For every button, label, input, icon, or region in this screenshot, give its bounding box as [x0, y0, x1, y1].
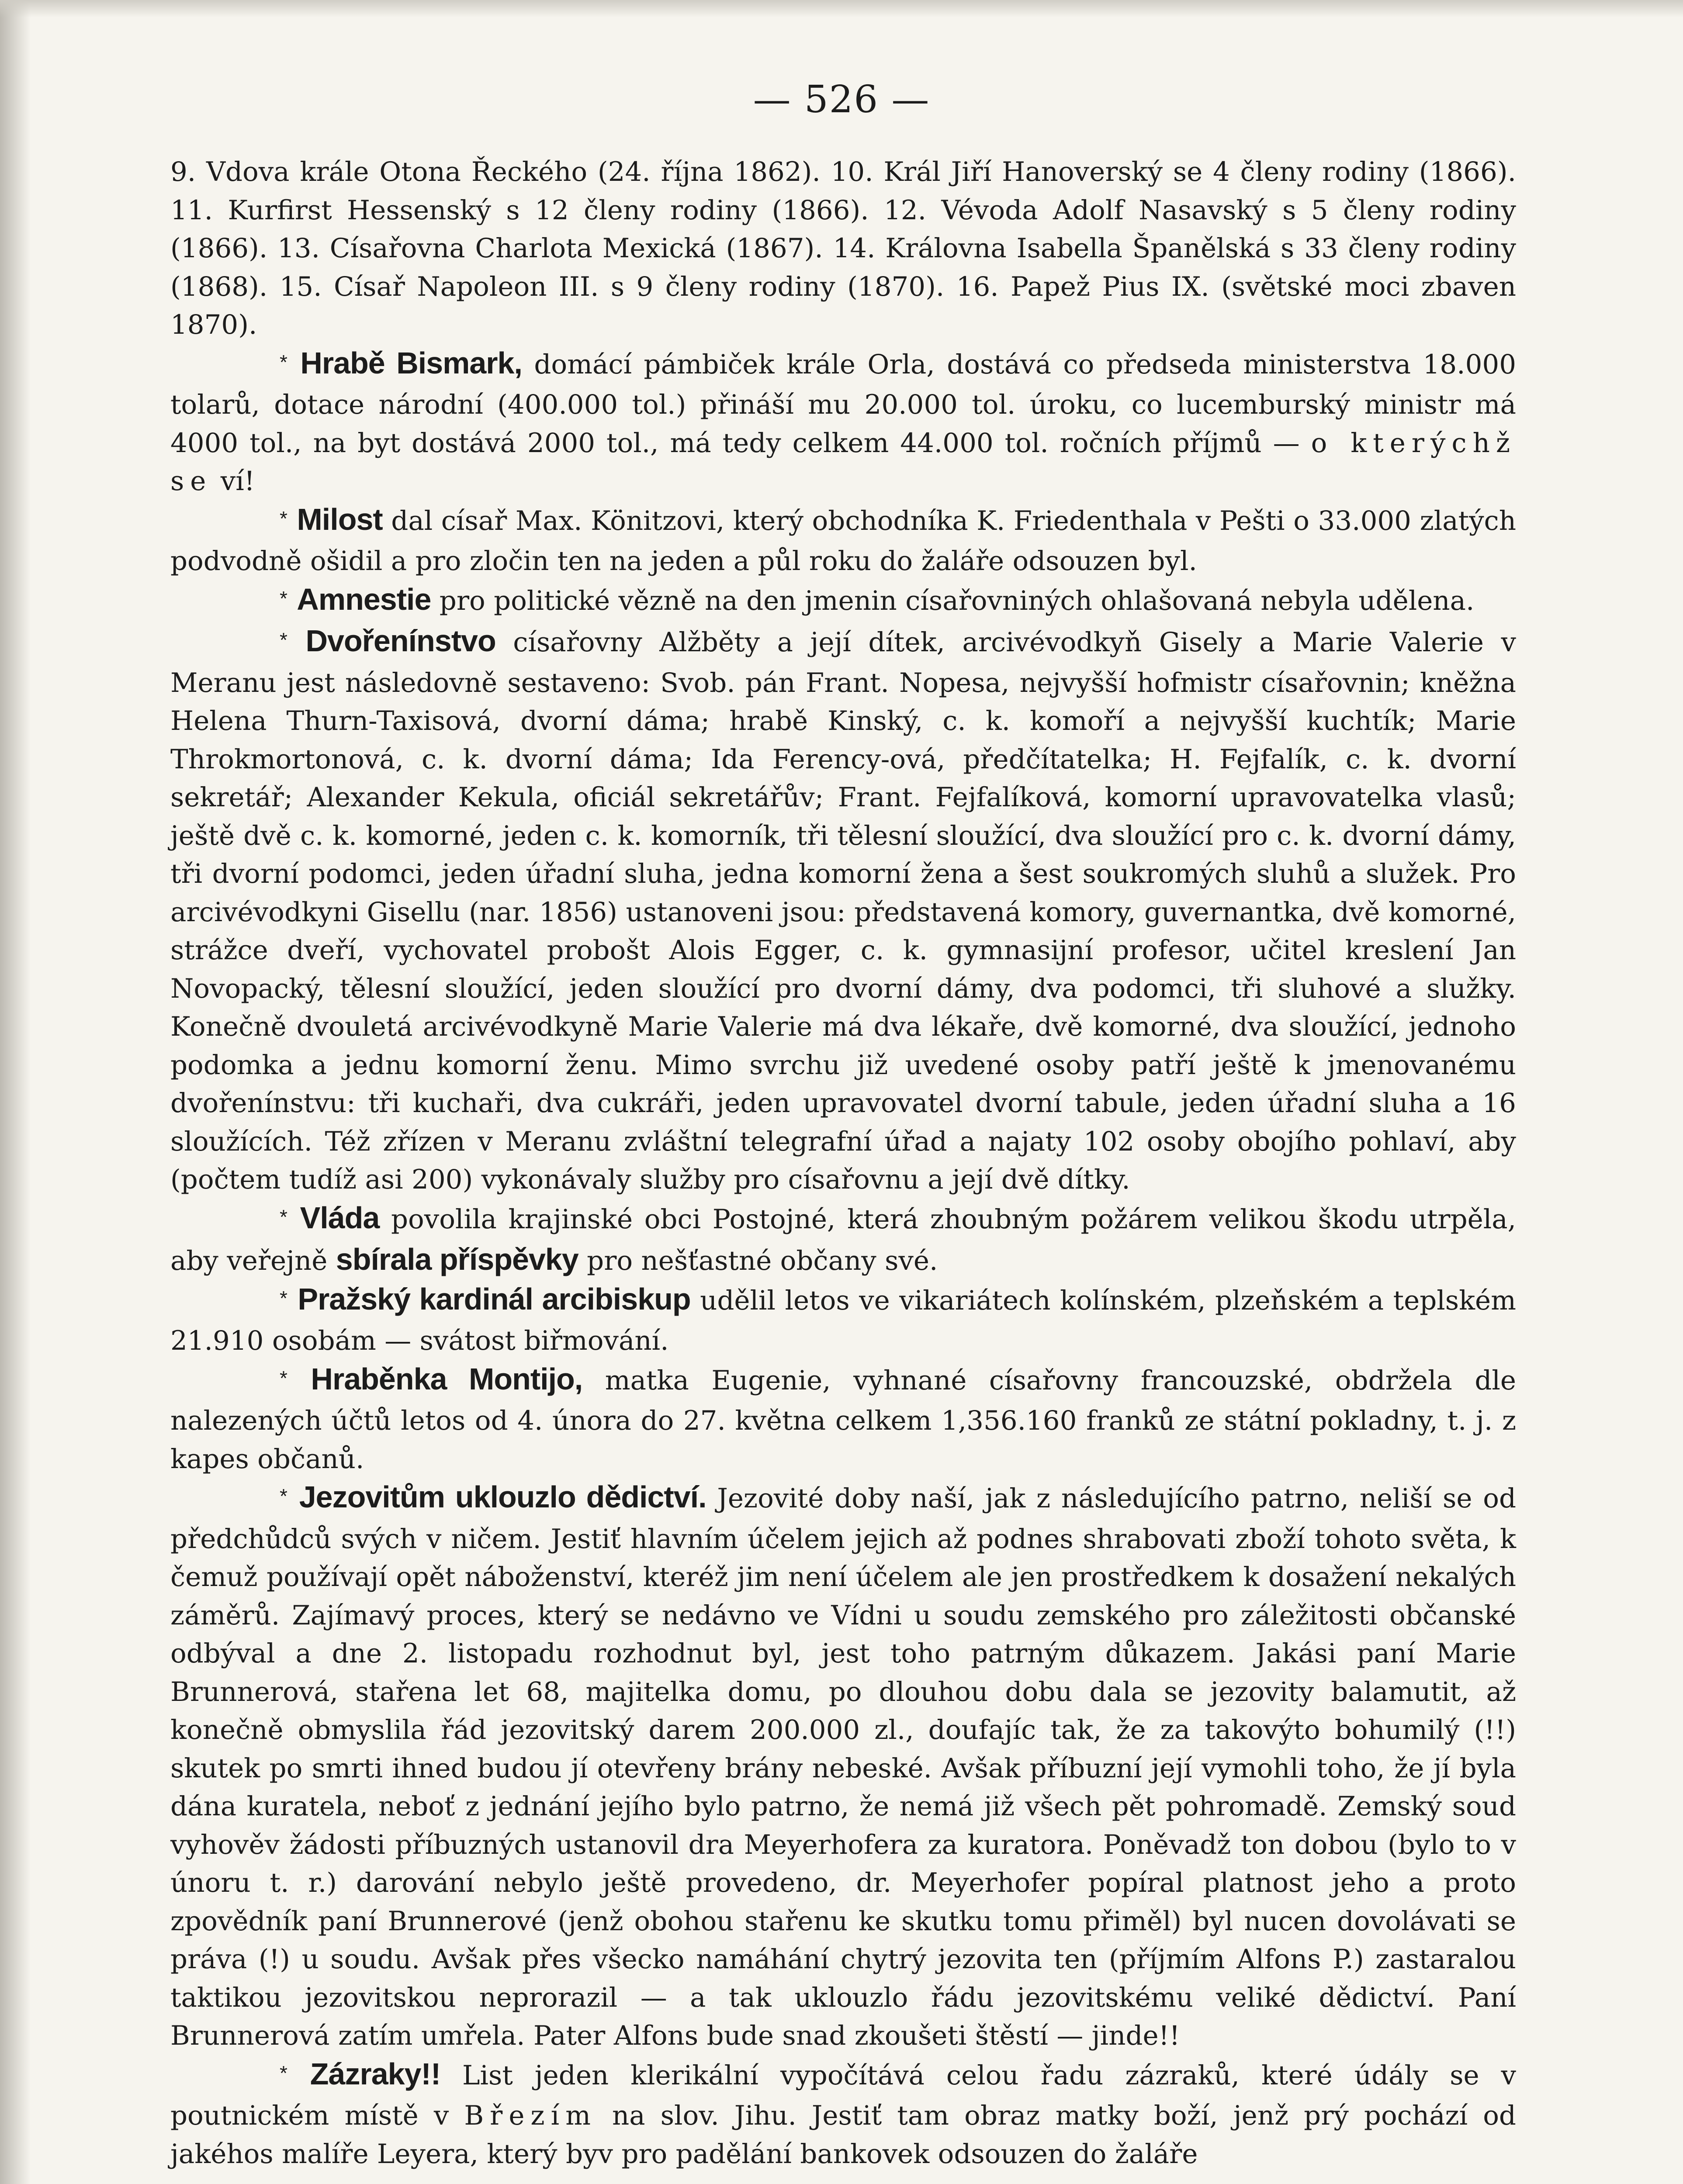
paragraph-body: dal císař Max. Könitzovi, který obchodníka K. Friedenthala v Pešti o 33.000 zlatých podvodně ošidil a pro zločin ten na jeden a půl roku do žaláře odsouzen byl.	[170, 505, 1517, 577]
paragraph-body: udělil letos ve vikariátech kolínském, plzeňském a teplském 21.910 osobám — svátost biřmování.	[170, 1285, 1516, 1356]
heading-dvoreninstvo: Dvořenínstvo	[305, 624, 496, 658]
paragraph-montijo	[170, 1360, 1516, 1479]
paragraph-tail: na slov. Jihu. Jestiť tam obraz matky boží, jenž prý pochází od jakéhos malíře Leyera, který byv pro padělání bankovek odsouzen do žaláře	[170, 2100, 1516, 2170]
heading-milost: Milost	[297, 502, 383, 536]
paragraph-body: císařovny Alžběty a její dítek, arcivévodkyň Gisely a Marie Valerie v Meranu jest následovně sestaveno: Svob. pán Frant. Nopesa, nejvyšší hofmistr císařovnin; kněžna Helena Thurn-Taxisová, dvorní dáma; hrabě Kinský, c. k. komoří a nejvyšší kuchtík; Marie Throkmortonová, c. k. dvorní dáma; Ida Ferency-ová, předčítatelka; H. Fejfalík, c. k. dvorní sekretář; Alexander Kekula, oficiál sekretářův; Frant. Fejfalíková, komorní upravovatelka vlasů; ještě dvě c. k. komorné, jeden c. k. komorník, tři tělesní sloužící, dva sloužící pro c. k. dvorní dámy, tři dvorní podomci, jeden úřadní sluha, jedna komorní žena a šest soukromých sluhů a služek. Pro arcivévodkyni Gisellu (nar. 1856) ustanoveni jsou: představená komory, guvernantka, dvě komorné, strážce dveří, vychovatel probošt Alois Egger, c. k. gymnasijní profesor, učitel kreslení Jan Novopacký, tělesní sloužící, jeden sloužící pro dvorní dámy, dva podomci, tři sluhové a služky. Konečně dvouletá arcivévodkyně Marie Valerie má dva lékaře, dvě komorné, dva sloužící, jednoho podomka a jednu komorní ženu. Mimo svrchu již uvedené osoby patří ještě k jmenovanému dvořenínstvu: tři kuchaři, dva cukráři, jeden upravovatel dvorní tabule, jeden úřadní sluha a 16 sloužících. Též zřízen v Meranu zvláštní telegrafní úřad a najaty 102 osoby obojího pohlaví, aby (počtem tudíž asi 200) vykonávaly služby pro císařovnu a její dvě dítky.	[170, 627, 1517, 1195]
paragraph-milost	[170, 501, 1516, 581]
asterism: *	[280, 1366, 288, 1389]
paragraph-list-continuation: 9. Vdova krále Otona Řeckého (24. října 1862). 10. Král Jiří Hanoverský se 4 členy rodiny (1866). 11. Kurfirst Hessenský s 12 členy rodiny (1866). 12. Vévoda Adolf Nasavský s 5 členy rodiny (1866). 13. Císařovna Charlota Mexická (1867). 14. Královna Isabella Španělská s 33 členy rodiny (1868). 15. Císař Napoleon III. s 9 členy rodiny (1870). 16. Papež Pius IX. (světské moci zbaven 1870).	[170, 156, 1516, 340]
paragraph-body: Jezovité doby naší, jak z následujícího patrno, neliší se od předchůdců svých v ničem. Jestiť hlavním účelem jejich až podnes shrabovati zboží tohoto světa, k čemuž používají opět náboženství, kteréž jim není účelem ale jen prostředkem k dosažení nekalých záměrů. Zajímavý proces, který se nedávno ve Vídni u soudu zemského pro záležitosti občanské odbýval a dne 2. listopadu rozhodnut byl, jest toho patrným důkazem. Jakási paní Marie Brunnerová, stařena let 68, majitelka domu, po dlouhou dobu dala se jezovity balamutit, až konečně obmyslila řád jezovitský darem 200.000 zl., doufajíc tak, že za takovýto bohumilý (!!) skutek po smrti ihned budou jí otevřeny brány nebeské. Avšak příbuzní její vymohli toho, že jí byla dána kuratela, neboť z jednání jejího bylo patrno, že nemá již všech pět pohromadě. Zemský soud vyhověv žádosti příbuzných ustanovil dra Meyerhofera za kuratora. Poněvadž ton dobou (bylo to v únoru t. r.) darování nebylo ještě provedeno, dr. Meyerhofer popíral platnost jeho a proto zpovědník paní Brunnerové (jenž obohou stařenu ke skutku tomu přiměl) byl nucen dovolávati se práva (!) u soudu. Avšak přes všecko namáhání chytrý jezovita ten (příjmím Alfons P.) zastaralou taktikou jezovitskou neprorazil — a tak uklouzlo řádu jezovitskému veliké dědictví. Paní Brunnerová zatím umřela. Pater Alfons bude snad zkoušeti štěstí — jinde!!	[170, 1483, 1516, 2051]
asterism: *	[280, 350, 288, 373]
paragraph-bismark	[170, 344, 1516, 501]
asterism: *	[280, 507, 288, 530]
spaced-text: Březím	[464, 2100, 597, 2131]
asterism: *	[280, 1205, 288, 1228]
heading-zazraky: Zázraky!!	[310, 2056, 441, 2091]
heading-vlada: Vláda	[300, 1200, 380, 1235]
heading-bismark: Hrabě Bismark,	[300, 346, 522, 380]
asterism: *	[280, 2061, 288, 2084]
asterism: *	[280, 587, 288, 610]
asterism: *	[280, 1286, 288, 1310]
paragraph-zazraky	[170, 2055, 1516, 2174]
paragraph-tail: pro nešťastné občany své.	[578, 1245, 938, 1276]
page-number: — 526 —	[753, 78, 930, 121]
paragraph-amnestie	[170, 581, 1516, 622]
heading-kardinal: Pražský kardinál arcibiskup	[298, 1282, 691, 1316]
article-text	[170, 153, 1516, 2173]
paragraph-body: domácí pámbiček krále Orla, dostává co předseda ministerstva 18.000 tolarů, dotace národní (400.000 tol.) přináší mu 20.000 tol. úroku, co lucemburský ministr má 4000 tol., na byt dostává 2000 tol., má tedy celkem 44.000 tol. ročních příjmů —	[170, 349, 1517, 459]
spaced-text: o kterýchž se	[170, 427, 1517, 497]
asterism: *	[280, 629, 288, 651]
inline-heading-prispevky: sbírala příspěvky	[336, 1242, 578, 1276]
heading-jezovite: Jezovitům uklouzlo dědictví.	[299, 1480, 706, 1514]
paragraph-jezovite	[170, 1478, 1516, 2055]
paragraph-tail: ví!	[212, 466, 255, 497]
scan-shadow-top	[0, 0, 1683, 17]
asterism: *	[280, 1485, 288, 1507]
paragraph-dvoreninstvo	[170, 622, 1516, 1199]
paragraph-vlada	[170, 1199, 1516, 1280]
heading-amnestie: Amnestie	[297, 582, 431, 616]
paragraph-kardinal	[170, 1280, 1516, 1360]
scan-shadow-left	[0, 0, 31, 2184]
paragraph-body: List jeden klerikální vypočítává celou řadu zázraků, které údály se v poutnickém místě v	[170, 2060, 1516, 2131]
paragraph-body: povolila krajinské obci Postojné, která zhoubným požárem velikou škodu utrpěla, aby veřejně	[170, 1203, 1517, 1276]
heading-montijo: Hraběnka Montijo,	[311, 1362, 583, 1396]
paragraph-body: pro politické vězně na den jmenin císařovniných ohlašovaná nebyla udělena.	[431, 585, 1475, 616]
paragraph-body: matka Eugenie, vyhnané císařovny francouzské, obdržela dle nalezených účtů letos od 4. února do 27. května celkem 1,356.160 franků ze státní pokladny, t. j. z kapes občanů.	[170, 1365, 1516, 1475]
